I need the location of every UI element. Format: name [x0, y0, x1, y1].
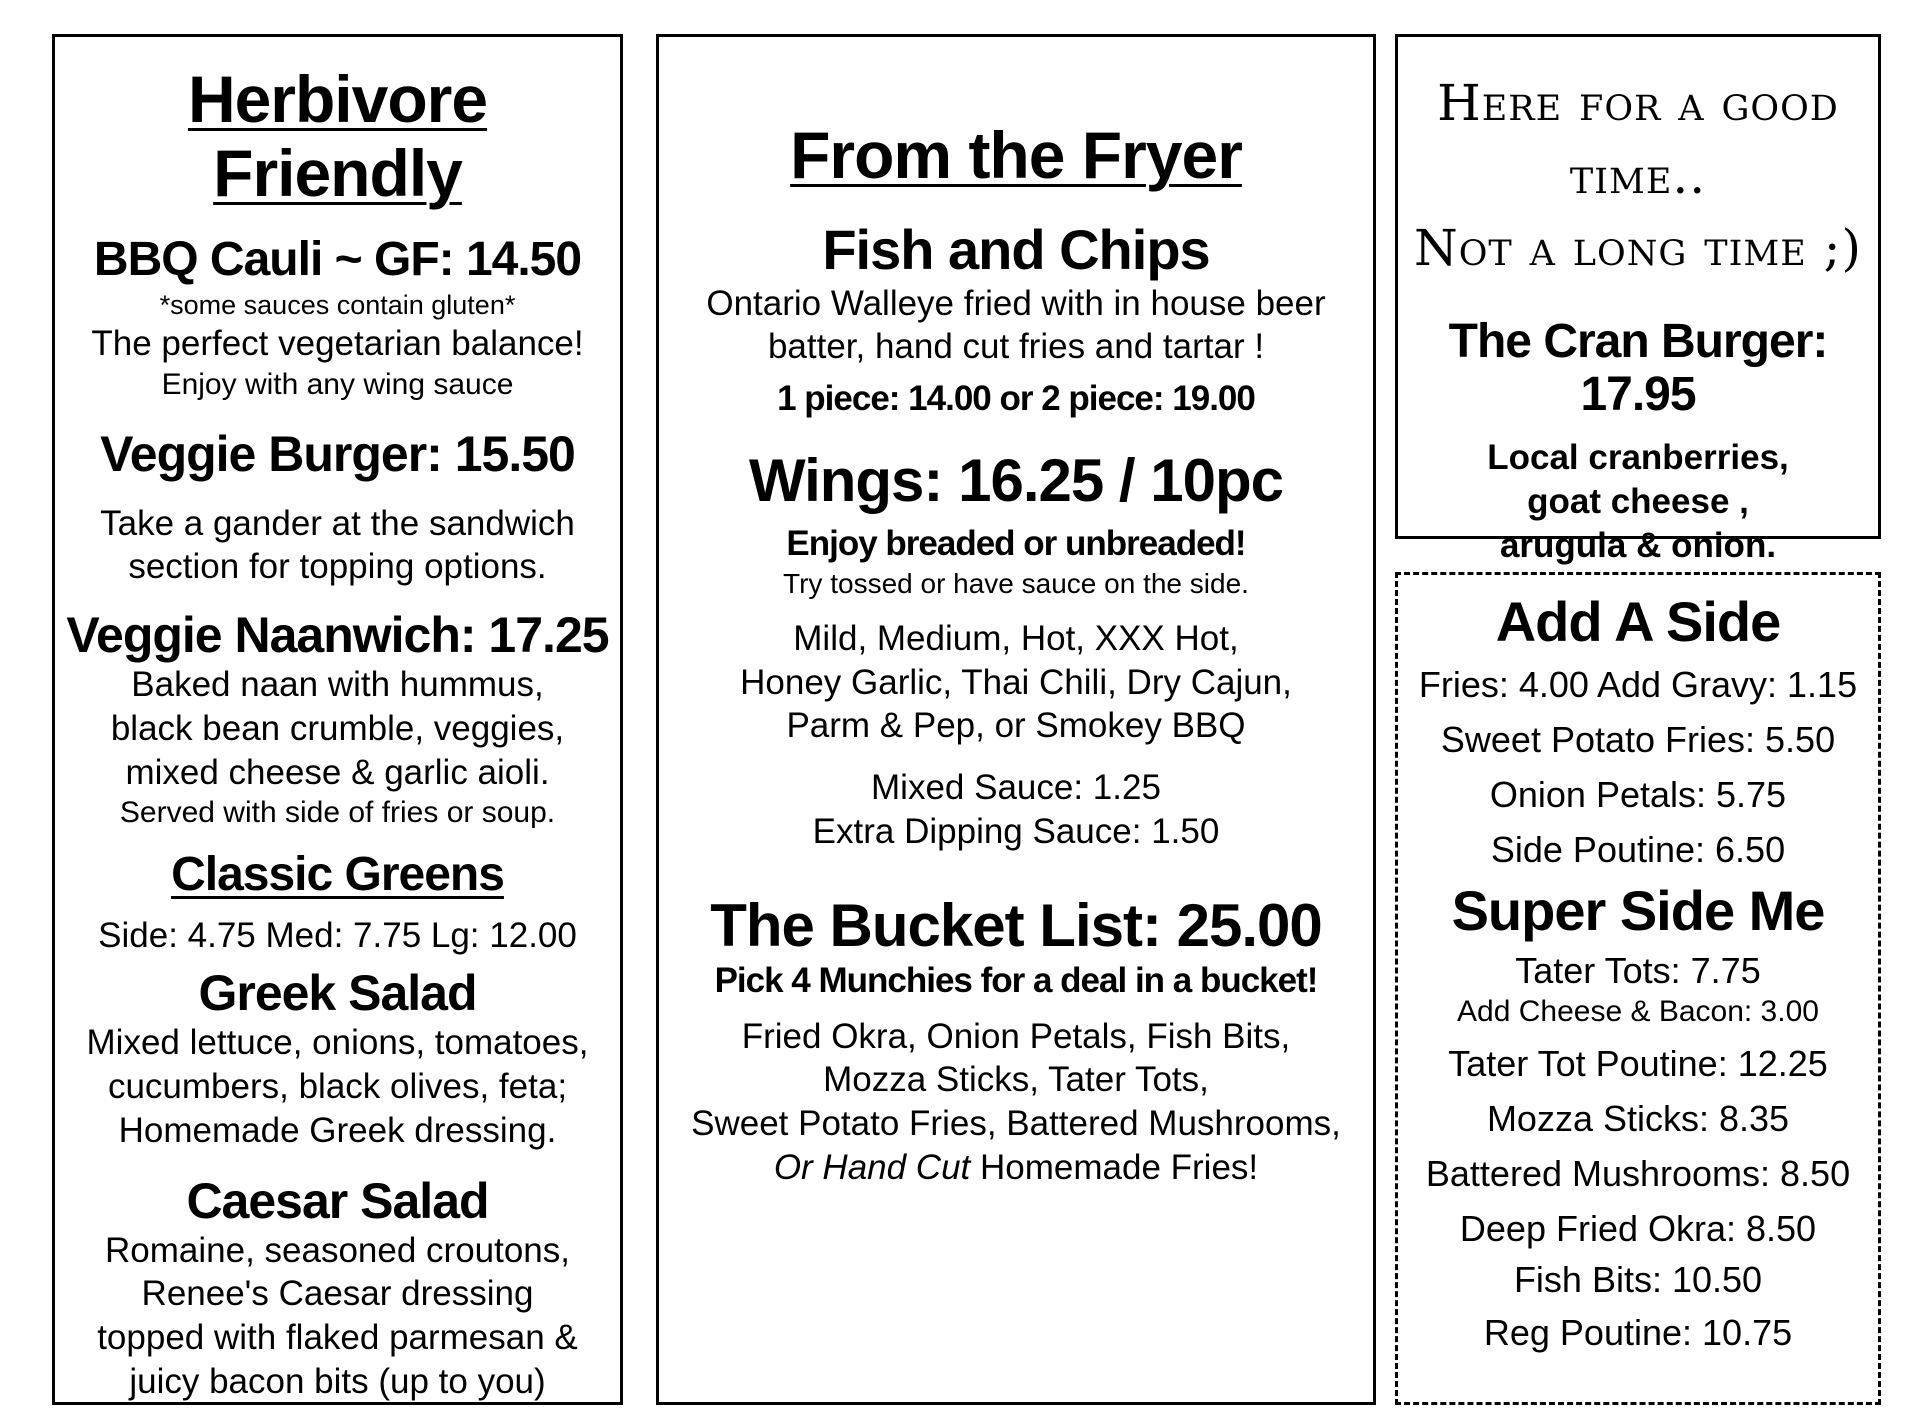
cran-burger-desc-3: arugula & onion.	[1499, 525, 1777, 565]
super-item-tater-tot-poutine: Tater Tot Poutine: 12.25	[1448, 1042, 1828, 1084]
fish-chips-name: Fish and Chips	[822, 217, 1210, 281]
wings-flavours-1: Mild, Medium, Hot, XXX Hot,	[793, 618, 1239, 658]
greens-prices: Side: 4.75 Med: 7.75 Lg: 12.00	[98, 915, 577, 955]
veggie-burger-desc-1: Take a gander at the sandwich	[100, 503, 575, 543]
bucket-items	[691, 1015, 1341, 1190]
bucket-items-1: Fried Okra, Onion Petals, Fish Bits,	[741, 1016, 1291, 1056]
wings-extras	[813, 766, 1220, 854]
greek-salad-name: Greek Salad	[198, 965, 477, 1022]
wings-flavours-3: Parm & Pep, or Smokey BBQ	[786, 706, 1246, 746]
cran-burger-desc-1: Local cranberries,	[1487, 438, 1789, 477]
wings-sub-2: Try tossed or have sauce on the side.	[783, 567, 1249, 599]
wings-flavours	[740, 617, 1292, 748]
wings-sub-1: Enjoy breaded or unbreaded!	[786, 524, 1246, 564]
caesar-salad-desc-1: Romaine, seasoned croutons,	[105, 1230, 570, 1270]
caesar-salad-desc-3: topped with flaked parmesan &	[97, 1318, 578, 1358]
naanwich-name: Veggie Naanwich: 17.25	[66, 607, 609, 664]
fryer-panel	[656, 34, 1376, 1405]
greek-salad-desc-1: Mixed lettuce, onions, tomatoes,	[86, 1023, 589, 1063]
wings-name: Wings: 16.25 / 10pc	[748, 446, 1283, 514]
bbq-cauli-desc-1: The perfect vegetarian balance!	[91, 324, 584, 364]
cran-burger-name: The Cran Burger: 17.95	[1448, 314, 1828, 422]
naanwich-desc-3: mixed cheese & garlic aioli.	[125, 752, 550, 792]
tagline-1: Here for a good time..	[1437, 74, 1839, 205]
naanwich-desc-2: black bean crumble, veggies,	[110, 708, 565, 748]
fryer-title: From the Fryer	[790, 118, 1242, 192]
herbivore-title: Herbivore Friendly	[187, 62, 488, 210]
cran-burger-desc	[1487, 436, 1789, 567]
classic-greens-title: Classic Greens	[171, 847, 504, 901]
bucket-items-4	[774, 1146, 1258, 1190]
super-item-battered-mushrooms: Battered Mushrooms: 8.50	[1425, 1152, 1851, 1194]
veggie-burger-desc	[100, 502, 575, 590]
wings-flavours-2: Honey Garlic, Thai Chili, Dry Cajun,	[740, 662, 1292, 702]
fish-chips-prices: 1 piece: 14.00 or 2 piece: 19.00	[777, 379, 1255, 419]
bucket-list-sub: Pick 4 Munchies for a deal in a bucket!	[714, 960, 1318, 1000]
bucket-list-name: The Bucket List: 25.00	[710, 891, 1322, 959]
cran-burger-panel	[1395, 34, 1881, 565]
bbq-cauli-note: *some sauces contain gluten*	[159, 289, 516, 320]
veggie-burger-name: Veggie Burger: 15.50	[100, 425, 575, 482]
bucket-items-2: Mozza Sticks, Tater Tots,	[823, 1060, 1209, 1100]
tagline-2: Not a long time ;)	[1413, 219, 1863, 277]
add-side-title: Add A Side	[1495, 590, 1781, 653]
sides-panel	[1395, 572, 1881, 1405]
super-item-tater-tots: Tater Tots: 7.75	[1515, 950, 1761, 992]
side-item-onion-petals: Onion Petals: 5.75	[1489, 773, 1787, 815]
bbq-cauli-desc-2: Enjoy with any wing sauce	[161, 368, 514, 402]
greek-salad-desc-2: cucumbers, black olives, feta;	[107, 1067, 568, 1107]
mixed-sauce-price: Mixed Sauce: 1.25	[871, 768, 1161, 808]
bucket-items-italic: Or Hand Cut	[773, 1147, 971, 1187]
cran-burger-desc-2: goat cheese ,	[1527, 481, 1749, 521]
super-item-deep-fried-okra: Deep Fried Okra: 8.50	[1459, 1207, 1817, 1249]
super-item-reg-poutine: Reg Poutine: 10.75	[1483, 1311, 1793, 1353]
fish-chips-desc-1: Ontario Walleye fried with in house beer	[706, 283, 1326, 323]
caesar-salad-desc-4: juicy bacon bits (up to you)	[129, 1361, 546, 1401]
bbq-cauli-name: BBQ Cauli ~ GF: 14.50	[93, 232, 582, 286]
dipping-sauce-price: Extra Dipping Sauce: 1.50	[812, 811, 1220, 851]
greek-salad-desc-3: Homemade Greek dressing.	[118, 1110, 557, 1150]
veggie-burger-desc-2: section for topping options.	[128, 547, 547, 587]
naanwich-note: Served with side of fries or soup.	[119, 796, 556, 830]
side-item-sweet-potato-fries: Sweet Potato Fries: 5.50	[1440, 718, 1836, 760]
herbivore-panel	[52, 34, 623, 1405]
bucket-items-3: Sweet Potato Fries, Battered Mushrooms,	[691, 1104, 1341, 1143]
caesar-salad-desc-2: Renee's Caesar dressing	[141, 1274, 534, 1314]
naanwich-desc-1: Baked naan with hummus,	[131, 665, 544, 705]
caesar-salad-name: Caesar Salad	[186, 1172, 489, 1229]
super-item-tots-addon: Add Cheese & Bacon: 3.00	[1457, 995, 1819, 1029]
side-item-fries: Fries: 4.00 Add Gravy: 1.15	[1418, 663, 1858, 705]
bucket-items-rest: Homemade Fries!	[970, 1147, 1259, 1187]
side-item-side-poutine: Side Poutine: 6.50	[1490, 828, 1786, 870]
super-side-title: Super Side Me	[1451, 878, 1825, 942]
super-item-fish-bits: Fish Bits: 10.50	[1513, 1258, 1763, 1300]
super-item-mozza-sticks: Mozza Sticks: 8.35	[1486, 1097, 1790, 1139]
fish-chips-desc-2: batter, hand cut fries and tartar !	[767, 327, 1265, 367]
